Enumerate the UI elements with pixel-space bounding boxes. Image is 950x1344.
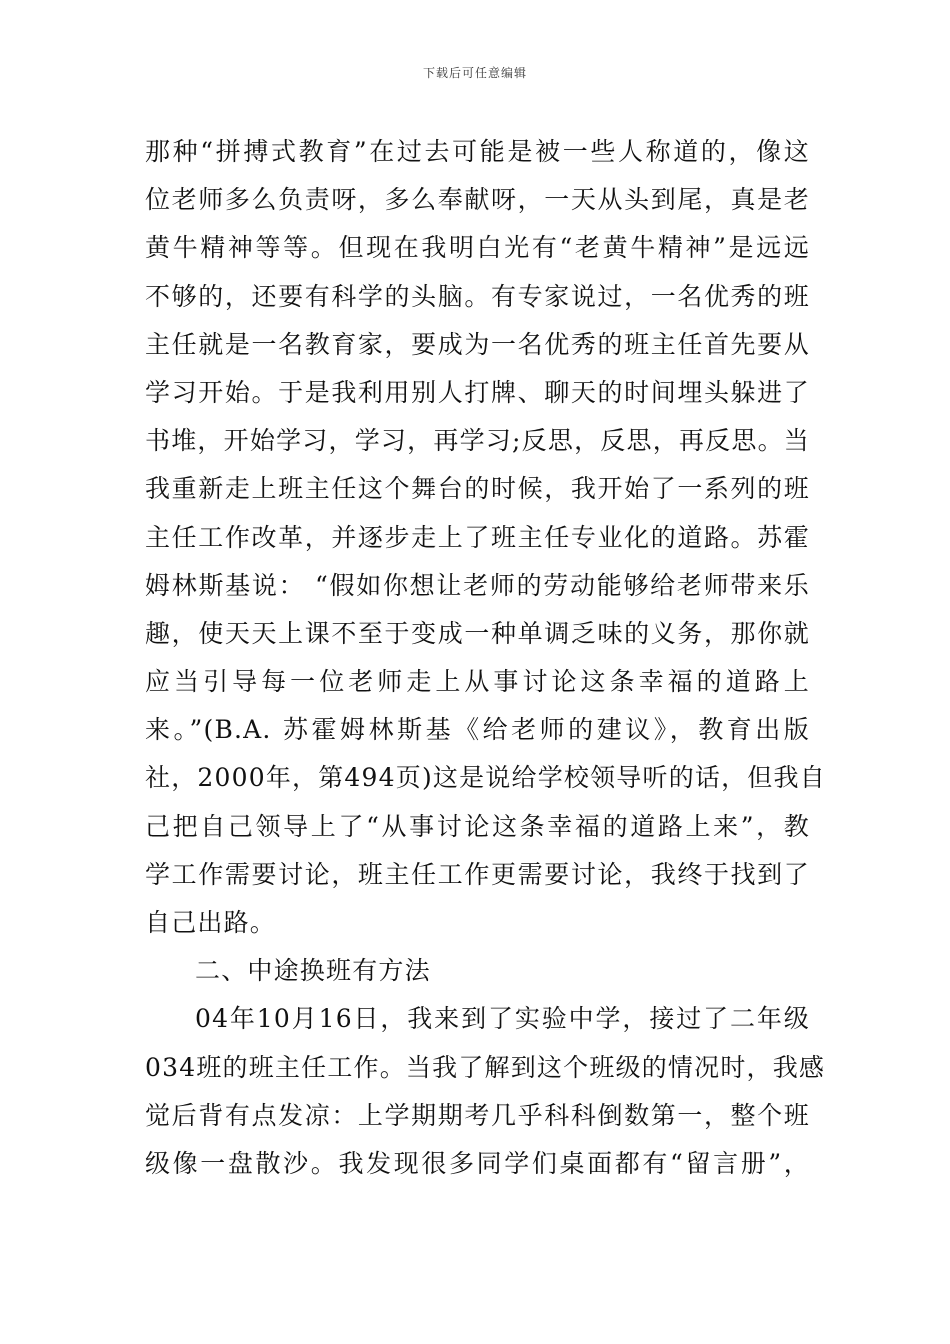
text-line: 姆林斯基说： “假如你想让老师的劳动能够给老师带来乐 <box>145 570 810 600</box>
text-line: 自己出路。 <box>145 908 277 937</box>
text-line: 学习开始。于是我利用别人打牌、聊天的时间埋头躲进了 <box>145 377 810 407</box>
section-heading: 二、中途换班有方法 <box>195 956 431 986</box>
text-line: 书堆，开始学习，学习，再学习;反思，反思，再反思。当 <box>145 426 810 456</box>
text-line: 不够的，还要有科学的头脑。有专家说过，一名优秀的班 <box>145 281 810 311</box>
text-line: 黄牛精神等等。但现在我明白光有“老黄牛精神”是远远 <box>145 233 810 263</box>
text-line: 趣，使天天上课不至于变成一种单调乏味的义务，那你就 <box>145 618 810 648</box>
text-line: 我重新走上班主任这个舞台的时候，我开始了一系列的班 <box>145 474 810 504</box>
text-line: 级像一盘散沙。我发现很多同学们桌面都有“留言册”， <box>145 1148 810 1178</box>
text-line: 034班的班主任工作。当我了解到这个班级的情况时，我感 <box>145 1052 826 1082</box>
document-body <box>145 128 826 1188</box>
text-line: 04年10月16日，我来到了实验中学，接过了二年级 <box>195 1004 810 1034</box>
text-line: 那种“拼搏式教育”在过去可能是被一些人称道的，像这 <box>145 137 810 166</box>
text-line: 主任工作改革，并逐步走上了班主任专业化的道路。苏霍 <box>145 522 810 552</box>
paragraph-2 <box>145 995 826 1188</box>
text-line: 己把自己领导上了“从事讨论这条幸福的道路上来”，教 <box>145 811 810 841</box>
text-line: 主任就是一名教育家，要成为一名优秀的班主任首先要从 <box>145 329 810 359</box>
text-line: 来。”(B.A. 苏霍姆林斯基《给老师的建议》，教育出版 <box>145 715 810 745</box>
text-line: 应当引导每一位老师走上从事讨论这条幸福的道路上 <box>145 667 810 697</box>
text-line: 觉后背有点发凉：上学期期考几乎科科倒数第一，整个班 <box>145 1100 810 1130</box>
text-line: 位老师多么负责呀，多么奉献呀，一天从头到尾，真是老 <box>145 185 810 215</box>
paragraph-1 <box>145 128 826 947</box>
text-line: 社，2000年，第494页)这是说给学校领导听的话，但我自 <box>145 763 826 793</box>
text-line: 学工作需要讨论，班主任工作更需要讨论，我终于找到了 <box>145 859 810 889</box>
page-header: 下载后可任意编辑 <box>422 66 527 80</box>
